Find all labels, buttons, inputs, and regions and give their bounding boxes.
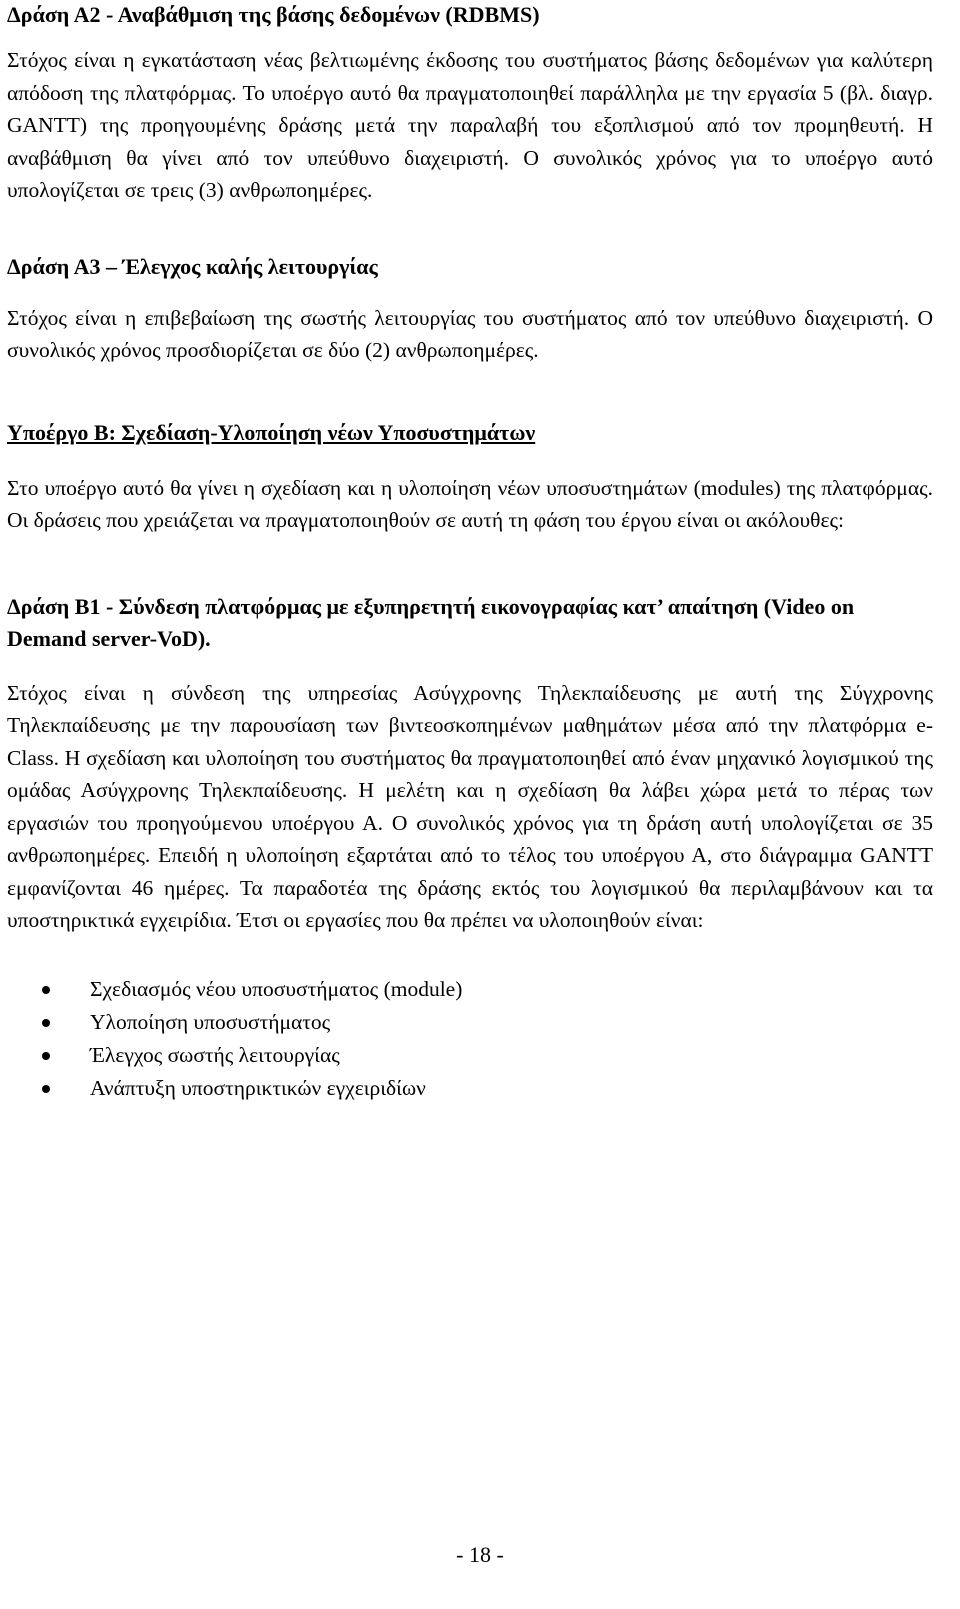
list-item-text: Ανάπτυξη υποστηρικτικών εγχειριδίων (90, 1075, 426, 1100)
list-item-text: Έλεγχος σωστής λειτουργίας (90, 1042, 340, 1067)
section-paragraph-a2: Στόχος είναι η εγκατάσταση νέας βελτιωμένης έκδοσης του συστήματος βάσης δεδομένων για καλύτερη απόδοση της πλατφόρμας. Το υποέργο αυτό θα πραγματοποιηθεί παράλληλα με την εργασία 5 (βλ. διαγρ. GANTT) της προηγουμένης δράσης μετά την παραλαβή του εξοπλισμού από τον προμηθευτή. Η αναβάθμιση θα γίνει από τον υπεύθυνο διαχειριστή. Ο συνολικός χρόνος για το υποέργο αυτό υπολογίζεται σε τρεις (3) ανθρωποημέρες. (7, 48, 933, 202)
list-item (7, 1072, 933, 1105)
page-number: - 18 - (456, 1542, 504, 1567)
task-list (7, 973, 933, 1105)
section-heading-subproject-b: Υποέργο Β: Σχεδίαση-Υλοποίηση νέων Υποσυστημάτων (7, 419, 536, 445)
list-item-text: Υλοποίηση υποσυστήματος (90, 1009, 331, 1034)
bullet-icon (42, 1085, 50, 1093)
list-item (7, 1039, 933, 1072)
bullet-icon (42, 1052, 50, 1060)
section-paragraph-b1: Στόχος είναι η σύνδεση της υπηρεσίας Ασύγχρονης Τηλεκπαίδευσης με αυτή της Σύγχρονης Τηλεκπαίδευσης με την παρουσίαση των βιντεοσκοπημένων μαθημάτων μέσα από την πλατφόρμα e-Class. Η σχεδίαση και υλοποίηση του συστήματος θα πραγματοποιηθεί από έναν μηχανικό λογισμικού της ομάδας Ασύγχρονης Τηλεκπαίδευσης. Η μελέτη και η σχεδίαση θα λάβει χώρα μετά το πέρας των εργασιών του προηγούμενου υποέργου Α. Ο συνολικός χρόνος για τη δράση αυτή υπολογίζεται σε 35 ανθρωποημέρες. Επειδή η υλοποίηση εξαρτάται από το τέλος του υποέργου Α, στο διάγραμμα GANTT εμφανίζονται 46 ημέρες. Τα παραδοτέα της δράσης εκτός του λογισμικού θα περιλαμβάνουν και τα υποστηρικτικά εγχειρίδια. Έτσι οι εργασίες που θα πρέπει να υλοποιηθούν είναι: (7, 680, 933, 932)
list-item-text: Σχεδιασμός νέου υποσυστήματος (module) (90, 976, 463, 1001)
section-heading-a2: Δράση Α2 - Αναβάθμιση της βάσης δεδομένων (RDBMS) (7, 2, 540, 27)
list-item (7, 973, 933, 1006)
section-heading-a3: Δράση Α3 – Έλεγχος καλής λειτουργίας (7, 253, 378, 279)
bullet-icon (42, 986, 50, 994)
bullet-icon (42, 1019, 50, 1027)
list-item (7, 1006, 933, 1039)
section-paragraph-a3: Στόχος είναι η επιβεβαίωση της σωστής λειτουργίας του συστήματος από τον υπεύθυνο διαχειριστή. Ο συνολικός χρόνος προσδιορίζεται σε δύο (2) ανθρωποημέρες. (7, 305, 933, 362)
section-heading-b1: Δράση Β1 - Σύνδεση πλατφόρμας με εξυπηρετητή εικονογραφίας κατ’ απαίτηση (Video on Demand server-VoD). (7, 593, 855, 651)
document-page (7, 0, 933, 1105)
section-paragraph-subproject-b: Στο υποέργο αυτό θα γίνει η σχεδίαση και η υλοποίηση νέων υποσυστημάτων (modules) της πλατφόρμας. Οι δράσεις που χρειάζεται να πραγματοποιηθούν σε αυτή τη φάση του έργου είναι οι ακόλουθες: (7, 475, 933, 532)
